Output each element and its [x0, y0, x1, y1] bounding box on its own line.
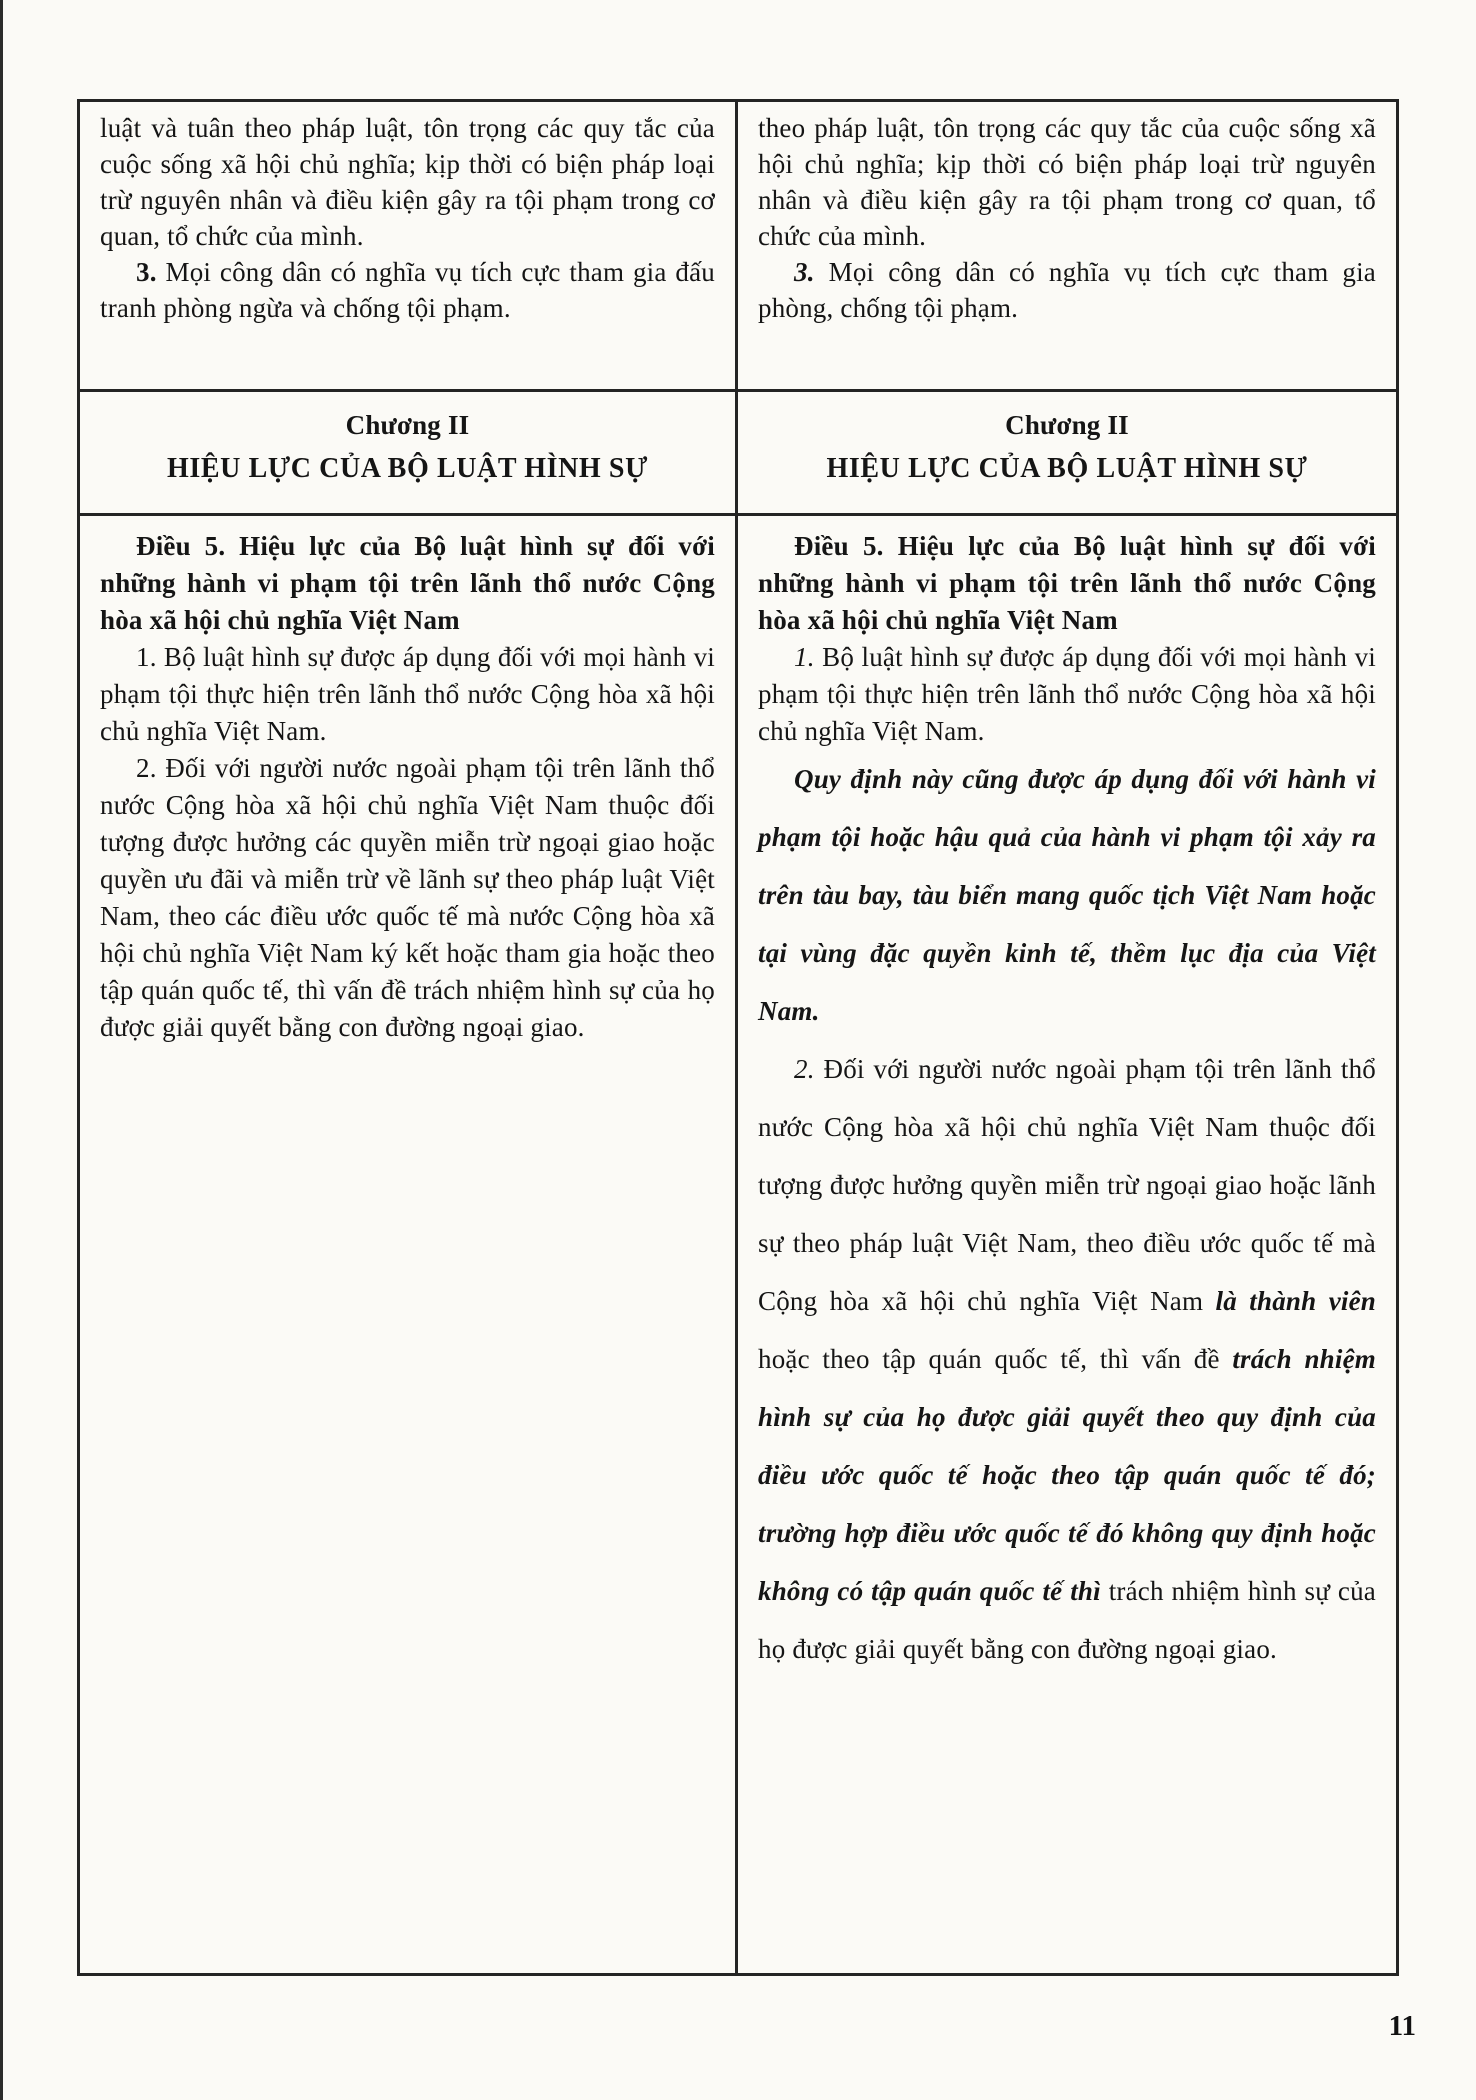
text-run: 1. Bộ luật hình sự được áp dụng đối với mọi hành vi phạm tội thực hiện trên lãnh thổ nước Cộng hòa xã hội chủ nghĩa Việt Nam. — [100, 642, 715, 746]
chapter-label: Chương II — [345, 410, 470, 440]
page-number: 11 — [1388, 2010, 1416, 2042]
chapter-title: HIỆU LỰC CỦA BỘ LUẬT HÌNH SỰ — [167, 453, 648, 484]
right-chapter-heading-cell — [738, 392, 1396, 516]
chapter-title: HIỆU LỰC CỦA BỘ LUẬT HÌNH SỰ — [826, 453, 1308, 484]
text-run: theo pháp luật, tôn trọng các quy tắc của cuộc sống xã hội chủ nghĩa; kịp thời có biện pháp loại trừ nguyên nhân và điều kiện gây ra tội phạm trong cơ quan, tổ chức của mình. — [758, 113, 1376, 251]
text-run: 2. Đối với người nước ngoài phạm tội trên lãnh thổ nước Cộng hòa xã hội chủ nghĩa Việt Nam thuộc đối tượng được hưởng các quyền miễn trừ ngoại giao hoặc quyền ưu đãi và miễn trừ về lãnh sự theo pháp luật Việt Nam, theo các điều ước quốc tế mà nước Cộng hòa xã hội chủ nghĩa Việt Nam ký kết hoặc tham gia hoặc theo tập quán quốc tế, thì vấn đề trách nhiệm hình sự của họ được giải quyết bằng con đường ngoại giao. — [100, 753, 715, 1042]
text-run: trách nhiệm hình sự của họ được giải quyết theo quy định của điều ước quốc tế hoặc theo tập quán quốc tế đó; trường hợp điều ước quốc tế đó không quy định hoặc không có tập quán quốc tế thì — [758, 1344, 1376, 1606]
paragraph — [758, 1040, 1376, 1678]
paragraph — [758, 639, 1376, 750]
left-column-article-cell — [80, 516, 738, 1973]
text-run: luật và tuân theo pháp luật, tôn trọng các quy tắc của cuộc sống xã hội chủ nghĩa; kịp thời có biện pháp loại trừ nguyên nhân và điều kiện gây ra tội phạm trong cơ quan, tổ chức của mình. — [100, 113, 715, 251]
chapter-label: Chương II — [1005, 410, 1129, 440]
law-comparison-table — [77, 99, 1399, 1976]
left-chapter-heading-cell — [80, 392, 738, 516]
text-run: Điều 5. Hiệu lực của Bộ luật hình sự đối với những hành vi phạm tội trên lãnh thổ nước Cộng hòa xã hội chủ nghĩa Việt Nam — [100, 531, 715, 635]
paragraph — [100, 750, 715, 1046]
left-column-intro-cell — [80, 102, 738, 392]
paragraph — [100, 639, 715, 750]
paragraph — [758, 750, 1376, 1040]
text-run: 1. — [794, 642, 823, 672]
text-run: trách nhiệm hình sự của họ được giải quyết bằng con đường ngoại giao. — [758, 1576, 1376, 1664]
text-run: Điều 5. Hiệu lực của Bộ luật hình sự đối với những hành vi phạm tội trên lãnh thổ nước Cộng hòa xã hội chủ nghĩa Việt Nam — [758, 531, 1376, 635]
text-run: Đối với người nước ngoài phạm tội trên lãnh thổ nước Cộng hòa xã hội chủ nghĩa Việt Nam thuộc đối tượng được hưởng quyền miễn trừ ngoại giao hoặc lãnh sự theo pháp luật Việt Nam, theo điều ước quốc tế mà Cộng hòa xã hội chủ nghĩa Việt Nam — [758, 1054, 1376, 1316]
text-run: 3. — [794, 257, 829, 287]
paragraph — [758, 528, 1376, 639]
right-column-article-cell — [738, 516, 1396, 1973]
text-run: hoặc theo tập quán quốc tế, thì vấn đề — [758, 1344, 1233, 1374]
scan-edge-line — [0, 0, 3, 2100]
right-column-intro-cell — [738, 102, 1396, 392]
paragraph — [100, 110, 715, 254]
paragraph — [100, 254, 715, 326]
text-run: Mọi công dân có nghĩa vụ tích cực tham gia đấu tranh phòng ngừa và chống tội phạm. — [100, 257, 715, 323]
paragraph — [100, 528, 715, 639]
text-run: 2. — [794, 1054, 824, 1084]
paragraph — [758, 254, 1376, 326]
paragraph — [758, 110, 1376, 254]
text-run: Mọi công dân có nghĩa vụ tích cực tham gia phòng, chống tội phạm. — [758, 257, 1376, 323]
text-run: Bộ luật hình sự được áp dụng đối với mọi hành vi phạm tội thực hiện trên lãnh thổ nước Cộng hòa xã hội chủ nghĩa Việt Nam. — [758, 642, 1376, 746]
text-run: Quy định này cũng được áp dụng đối với hành vi phạm tội hoặc hậu quả của hành vi phạm tội xảy ra trên tàu bay, tàu biển mang quốc tịch Việt Nam hoặc tại vùng đặc quyền kinh tế, thềm lục địa của Việt Nam. — [758, 764, 1376, 1026]
text-run: 3. — [136, 257, 166, 287]
text-run: là thành viên — [1215, 1286, 1376, 1316]
